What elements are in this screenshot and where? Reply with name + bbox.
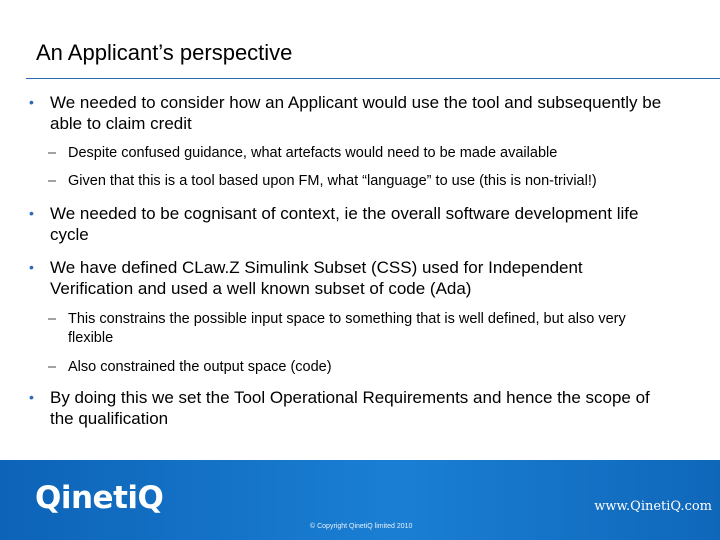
sub-bullet-3-1 [48,310,668,348]
bullet-4-text: By doing this we set the Tool Operational Requirements and hence the scope of the qualification [50,388,650,428]
sub-bullet-1-2-text: Given that this is a tool based upon FM, what “language” to use (this is non-trivial!) [68,173,597,189]
bullet-2 [29,203,670,245]
dash-icon: – [48,311,57,327]
bullet-icon: • [29,259,34,275]
slide-title: An Applicant’s perspective [36,40,293,65]
copyright-notice: © Copyright QinetiQ limited 2010 [310,523,413,530]
bullet-icon: • [29,94,34,110]
dash-icon: – [48,359,57,375]
sub-bullet-1-1-text: Despite confused guidance, what artefacts would need to be made available [68,145,558,161]
sub-bullet-1-2 [48,172,668,191]
dash-icon: – [48,145,57,161]
bullet-1-text: We needed to consider how an Applicant would use the tool and subsequently be able to claim credit [50,93,662,133]
bullet-3 [29,257,670,299]
bullet-3-text: We have defined CLaw.Z Simulink Subset (CSS) used for Independent Verification and used a well known subset of code (Ada) [50,258,583,298]
dash-icon: – [48,173,57,189]
bullet-4 [29,387,670,429]
title-divider [26,78,720,79]
bullet-2-text: We needed to be cognisant of context, ie the overall software development life cycle [50,204,639,244]
bullet-1 [29,92,670,134]
website-link[interactable]: www.QinetiQ.com [594,499,712,514]
sub-bullet-3-2 [48,358,668,377]
sub-bullet-3-2-text: Also constrained the output space (code) [68,359,332,375]
qinetiq-logo: QinetiQ [35,480,164,516]
sub-bullet-3-1-text: This constrains the possible input space to something that is well defined, but also very flexible [68,311,626,346]
sub-bullet-1-1 [48,144,668,163]
bullet-icon: • [29,205,34,221]
bullet-icon: • [29,389,34,405]
